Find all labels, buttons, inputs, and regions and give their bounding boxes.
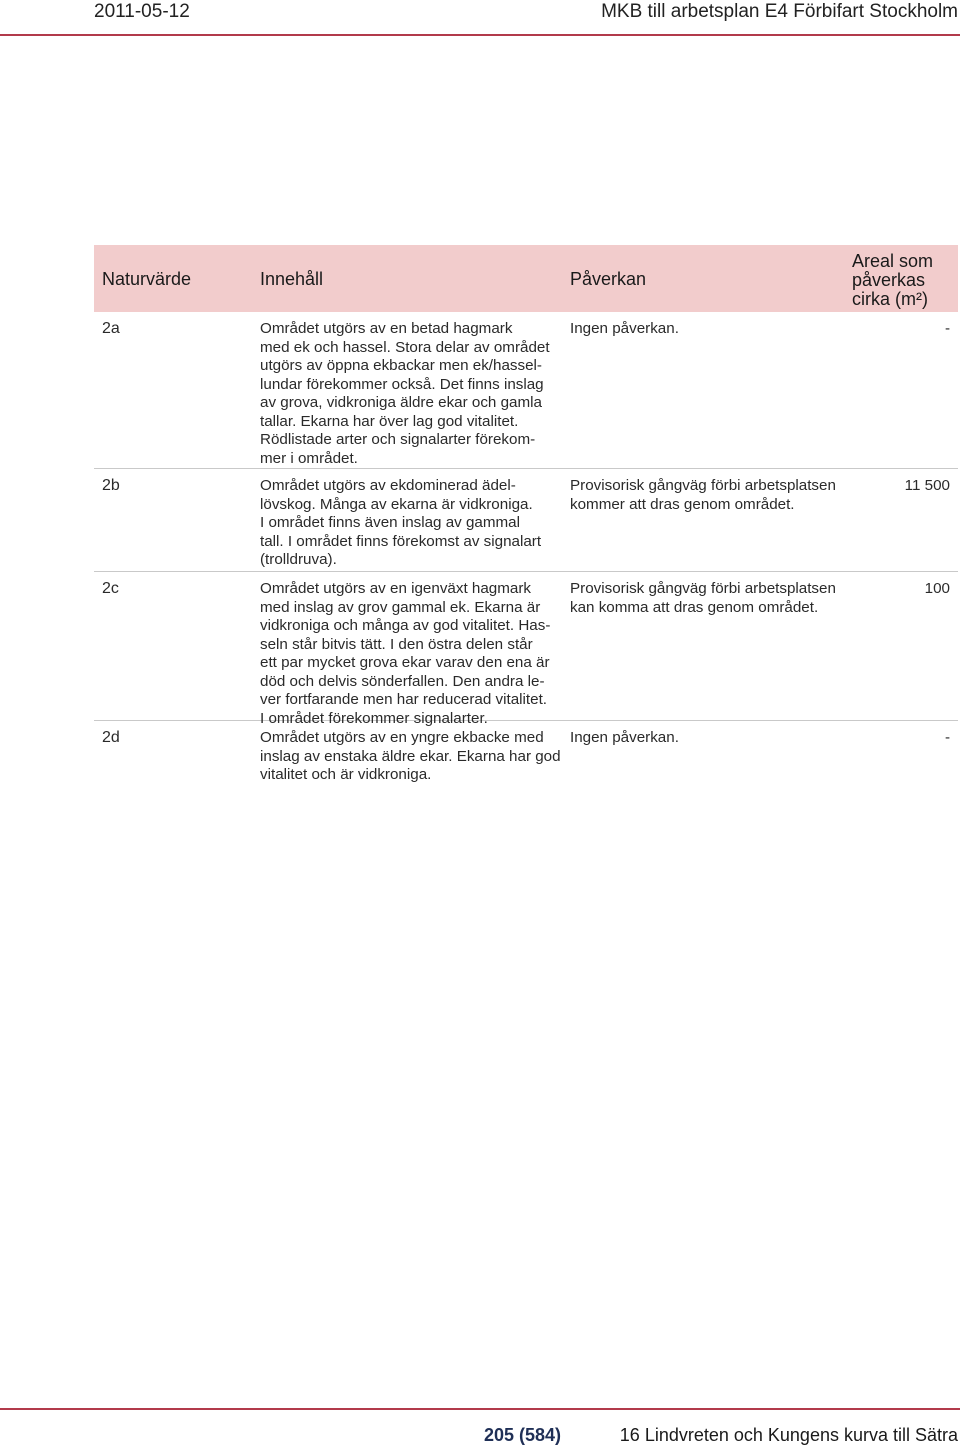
table-row xyxy=(94,469,958,572)
naturvarde-id: 2d xyxy=(102,729,120,746)
text-line: av grova, vidkroniga äldre ekar och gamla xyxy=(260,394,542,411)
paverkan-text xyxy=(570,477,850,514)
text-line: Ingen påverkan. xyxy=(570,729,679,746)
text-line: vidkroniga och många av god vitalitet. Has- xyxy=(260,617,551,634)
text-line: kommer att dras genom området. xyxy=(570,495,795,513)
areal-value: 11 500 xyxy=(904,477,950,494)
text-line: (trolldruva). xyxy=(260,551,337,568)
column-header-paverkan: Påverkan xyxy=(570,269,647,289)
text-line: utgörs av öppna ekbackar men ek/hassel- xyxy=(260,357,542,374)
header-rule xyxy=(0,34,960,36)
document-date: 2011-05-12 xyxy=(94,1,190,22)
text-line: tall. I området finns förekomst av signalart xyxy=(260,532,542,550)
text-line: I området finns även inslag av gammal xyxy=(260,514,521,531)
table-header xyxy=(94,245,958,312)
text-line: tallar. Ekarna har över lag god vitalitet. xyxy=(260,412,519,430)
text-line: I området förekommer signalarter. xyxy=(260,709,488,727)
naturvarde-table xyxy=(94,245,958,801)
naturvarde-id: 2c xyxy=(102,580,119,597)
areal-value: 100 xyxy=(924,580,950,597)
text-line: ett par mycket grova ekar varav den ena är xyxy=(260,654,550,671)
text-line: seln står bitvis tätt. I den östra delen står xyxy=(260,635,533,653)
column-header-areal xyxy=(852,252,933,309)
column-header-innehall: Innehåll xyxy=(260,269,324,289)
column-header-areal-line: cirka (m²) xyxy=(852,289,928,309)
areal-value: - xyxy=(944,320,950,337)
text-line: Provisorisk gångväg förbi arbetsplatsen xyxy=(570,580,836,597)
text-line: inslag av enstaka äldre ekar. Ekarna har god xyxy=(260,747,561,765)
paverkan-text xyxy=(570,320,850,339)
text-line: Området utgörs av ekdominerad ädel- xyxy=(260,477,516,494)
text-line: Området utgörs av en yngre ekbacke med xyxy=(260,729,544,746)
naturvarde-id: 2a xyxy=(102,320,120,337)
paverkan-text xyxy=(570,580,850,617)
document-title: MKB till arbetsplan E4 Förbifart Stockholm xyxy=(601,1,958,22)
text-line: Området utgörs av en igenväxt hagmark xyxy=(260,580,531,597)
table-row xyxy=(94,572,958,727)
text-line: Ingen påverkan. xyxy=(570,320,679,337)
table-row xyxy=(94,312,958,469)
naturvarde-id: 2b xyxy=(102,477,120,494)
text-line: ver fortfarande men har reducerad vitalitet. xyxy=(260,691,548,708)
text-line: död och delvis sönderfallen. Den andra le- xyxy=(260,672,545,690)
column-header-areal-line: påverkas xyxy=(852,270,926,290)
paverkan-text xyxy=(570,729,850,748)
innehall-text xyxy=(260,477,560,570)
page-number: 205 (584) xyxy=(484,1425,562,1445)
innehall-text xyxy=(260,320,560,468)
text-line: kan komma att dras genom området. xyxy=(570,598,819,616)
text-line: Rödlistade arter och signalarter förekom- xyxy=(260,431,536,448)
section-title: 16 Lindvreten och Kungens kurva till Sätra xyxy=(619,1425,958,1445)
column-header-areal-line: Areal som xyxy=(852,251,934,271)
table-row xyxy=(94,721,958,801)
text-line: lövskog. Många av ekarna är vidkroniga. xyxy=(260,495,533,513)
text-line: med ek och hassel. Stora delar av området xyxy=(260,338,550,356)
areal-value: - xyxy=(944,729,950,746)
text-line: lundar förekommer också. Det finns inslag xyxy=(260,375,544,393)
text-line: mer i området. xyxy=(260,449,358,467)
innehall-text xyxy=(260,580,560,728)
text-line: med inslag av grov gammal ek. Ekarna är xyxy=(260,598,541,616)
text-line: Området utgörs av en betad hagmark xyxy=(260,320,513,337)
innehall-text xyxy=(260,729,560,785)
text-line: Provisorisk gångväg förbi arbetsplatsen xyxy=(570,477,836,494)
column-header-naturvarde: Naturvärde xyxy=(102,269,192,289)
footer-rule xyxy=(0,1408,960,1410)
text-line: vitalitet och är vidkroniga. xyxy=(260,766,432,783)
